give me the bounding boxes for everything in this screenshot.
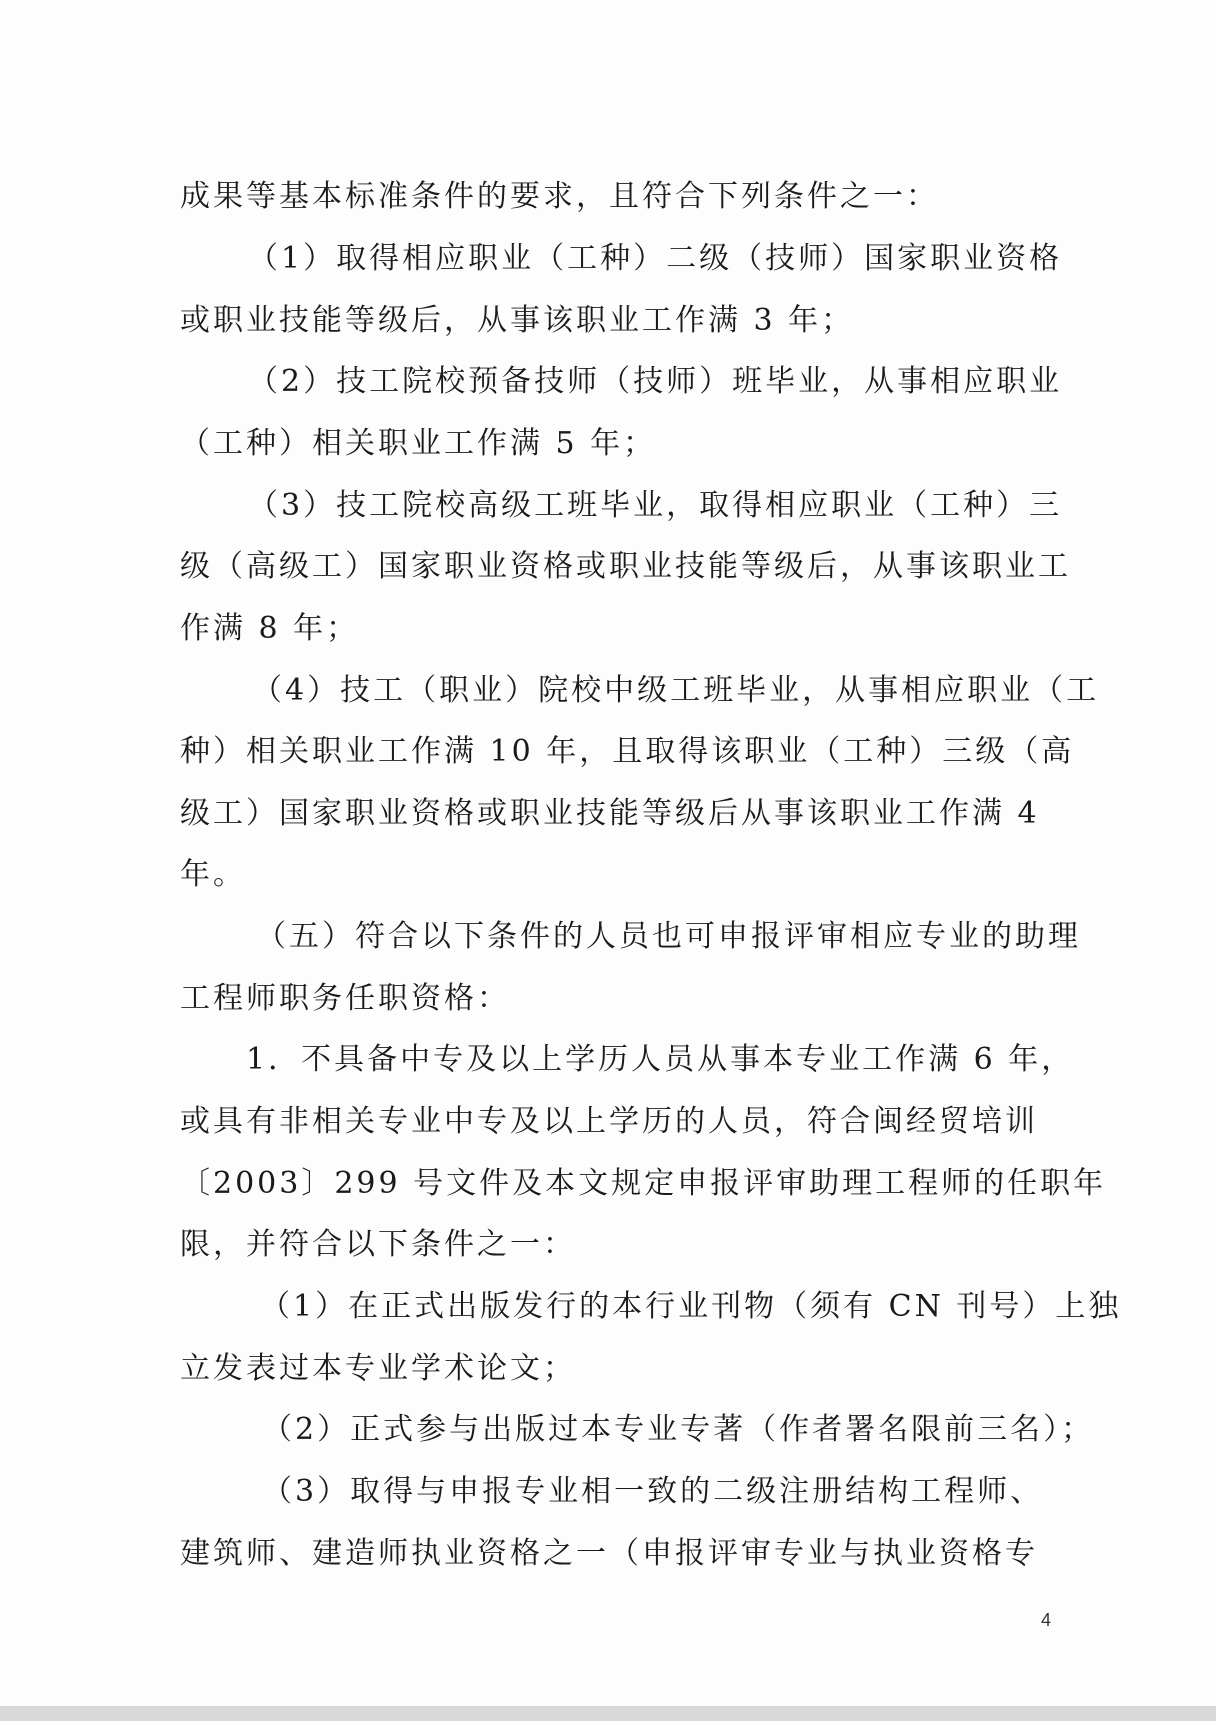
text-line: 工程师职务任职资格： [180, 981, 510, 1016]
text-line: （2）技工院校预备技师（技师）班毕业，从事相应职业 [248, 364, 1063, 399]
text-line: 限，并符合以下条件之一： [180, 1227, 576, 1262]
text-line: 1．不具备中专及以上学历人员从事本专业工作满 6 年， [246, 1042, 1075, 1077]
text-line: （4）技工（职业）院校中级工班毕业，从事相应职业（工 [252, 673, 1100, 708]
text-line: 种）相关职业工作满 10 年，且取得该职业（工种）三级（高 [180, 734, 1075, 769]
text-line: 年。 [180, 857, 246, 892]
text-line: （1）取得相应职业（工种）二级（技师）国家职业资格 [248, 241, 1063, 276]
text-line: 级工）国家职业资格或职业技能等级后从事该职业工作满 4 [180, 796, 1040, 831]
text-line: 〔2003〕299 号文件及本文规定申报评审助理工程师的任职年 [180, 1166, 1107, 1201]
text-line: （1）在正式出版发行的本行业刊物（须有 CN 刊号）上独 [260, 1289, 1122, 1324]
text-line: 或职业技能等级后，从事该职业工作满 3 年； [180, 303, 855, 338]
text-line: 立发表过本专业学术论文； [180, 1351, 576, 1386]
scan-bottom-edge [0, 1706, 1216, 1721]
text-line: 建筑师、建造师执业资格之一（申报评审专业与执业资格专 [180, 1536, 1038, 1571]
page-number: 4 [1041, 1610, 1052, 1630]
text-line: （2）正式参与出版过本专业专著（作者署名限前三名）； [262, 1412, 1095, 1447]
text-line: 级（高级工）国家职业资格或职业技能等级后，从事该职业工 [180, 549, 1071, 584]
text-line: 或具有非相关专业中专及以上学历的人员，符合闽经贸培训 [180, 1104, 1038, 1139]
text-line: 成果等基本标准条件的要求，且符合下列条件之一： [180, 179, 939, 214]
text-line: （五）符合以下条件的人员也可申报评审相应专业的助理 [256, 919, 1081, 954]
text-line: （工种）相关职业工作满 5 年； [180, 426, 657, 461]
text-line: （3）技工院校高级工班毕业，取得相应职业（工种）三 [248, 488, 1063, 523]
text-line: （3）取得与申报专业相一致的二级注册结构工程师、 [262, 1474, 1044, 1509]
text-line: 作满 8 年； [180, 611, 360, 646]
